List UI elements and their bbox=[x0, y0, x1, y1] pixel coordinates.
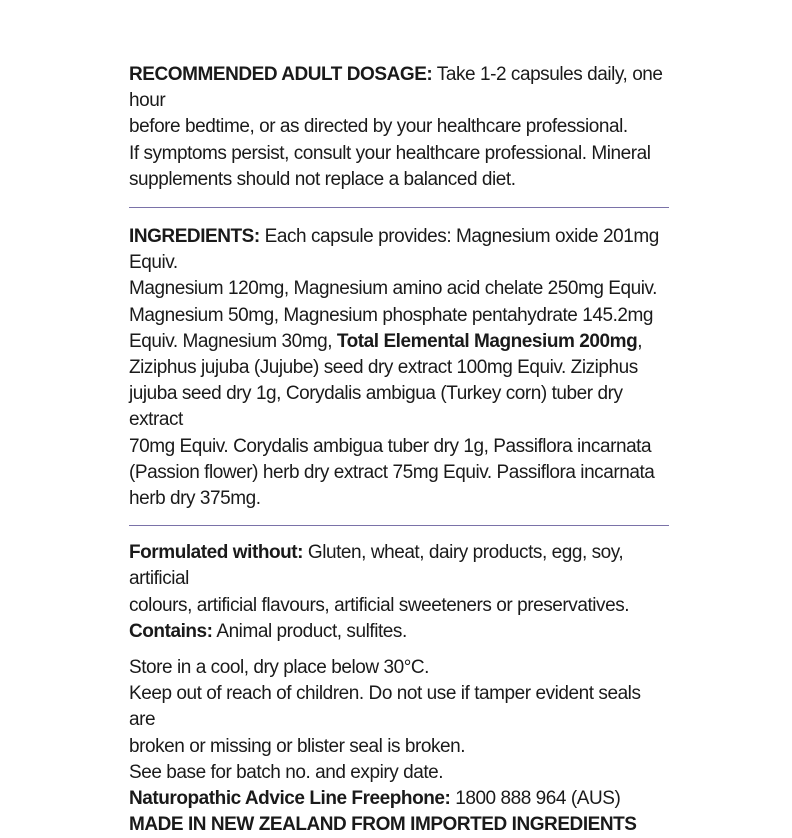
dosage-line: If symptoms persist, consult your healthcare professional. Mineral bbox=[129, 142, 651, 164]
ingredients-text: Each capsule provides: Magnesium oxide 201mg Equiv. bbox=[129, 226, 659, 274]
storage-line: broken or missing or blister seal is broken. bbox=[129, 735, 466, 757]
dosage-section bbox=[129, 62, 669, 193]
dosage-line bbox=[129, 62, 669, 114]
ingredients-line: Ziziphus jujuba (Jujube) seed dry extract 100mg Equiv. Ziziphus bbox=[129, 357, 638, 379]
formulated-heading: Formulated without: bbox=[129, 542, 304, 564]
contains-line bbox=[129, 619, 669, 645]
contains-heading: Contains: bbox=[129, 620, 213, 642]
product-label-text bbox=[129, 62, 669, 838]
ingredients-line: 70mg Equiv. Corydalis ambigua tuber dry 1g, Passiflora incarnata bbox=[129, 435, 652, 457]
ingredients-line bbox=[129, 329, 669, 355]
contains-text: Animal product, sulfites. bbox=[212, 620, 407, 642]
storage-line: Store in a cool, dry place below 30°C. bbox=[129, 657, 429, 679]
dosage-heading: RECOMMENDED ADULT DOSAGE: bbox=[129, 64, 433, 85]
ingredients-line: jujuba seed dry 1g, Corydalis ambigua (Turkey corn) tuber dry extract bbox=[129, 383, 623, 431]
ingredients-line: herb dry 375mg. bbox=[129, 488, 261, 510]
dosage-line: supplements should not replace a balanced diet. bbox=[129, 168, 516, 190]
ingredients-line bbox=[129, 224, 669, 276]
advice-phone: 1800 888 964 (AUS) bbox=[450, 788, 621, 810]
batch-info: See base for batch no. and expiry date. bbox=[129, 761, 444, 783]
dosage-text: Take 1-2 capsules daily, one hour bbox=[129, 64, 663, 112]
total-elemental-magnesium: Total Elemental Magnesium 200mg bbox=[336, 330, 638, 352]
ingredients-line: Magnesium 120mg, Magnesium amino acid chelate 250mg Equiv. bbox=[129, 278, 658, 300]
ingredients-heading: INGREDIENTS: bbox=[129, 226, 260, 248]
origin-text: MADE IN NEW ZEALAND FROM IMPORTED INGREDIENTS bbox=[129, 814, 637, 836]
ingredients-text: , bbox=[637, 330, 643, 352]
formulated-text: Gluten, wheat, dairy products, egg, soy, artificial bbox=[129, 542, 624, 590]
ingredients-line: (Passion flower) herb dry extract 75mg Equiv. Passiflora incarnata bbox=[129, 461, 655, 483]
country-of-origin bbox=[129, 812, 669, 838]
ingredients-section bbox=[129, 224, 669, 512]
advice-line bbox=[129, 786, 669, 812]
storage-line: Keep out of reach of children. Do not use if tamper evident seals are bbox=[129, 683, 641, 731]
advice-heading: Naturopathic Advice Line Freephone: bbox=[129, 788, 451, 810]
section-divider bbox=[129, 207, 669, 208]
formulated-line: colours, artificial flavours, artificial sweeteners or preservatives. bbox=[129, 594, 630, 616]
formulated-line bbox=[129, 540, 669, 592]
ingredients-line: Magnesium 50mg, Magnesium phosphate pentahydrate 145.2mg bbox=[129, 304, 654, 326]
storage-section bbox=[129, 655, 669, 760]
formulated-section bbox=[129, 540, 669, 645]
section-divider bbox=[129, 525, 669, 526]
ingredients-text: Equiv. Magnesium 30mg, bbox=[129, 330, 337, 352]
dosage-line: before bedtime, or as directed by your healthcare professional. bbox=[129, 116, 628, 138]
